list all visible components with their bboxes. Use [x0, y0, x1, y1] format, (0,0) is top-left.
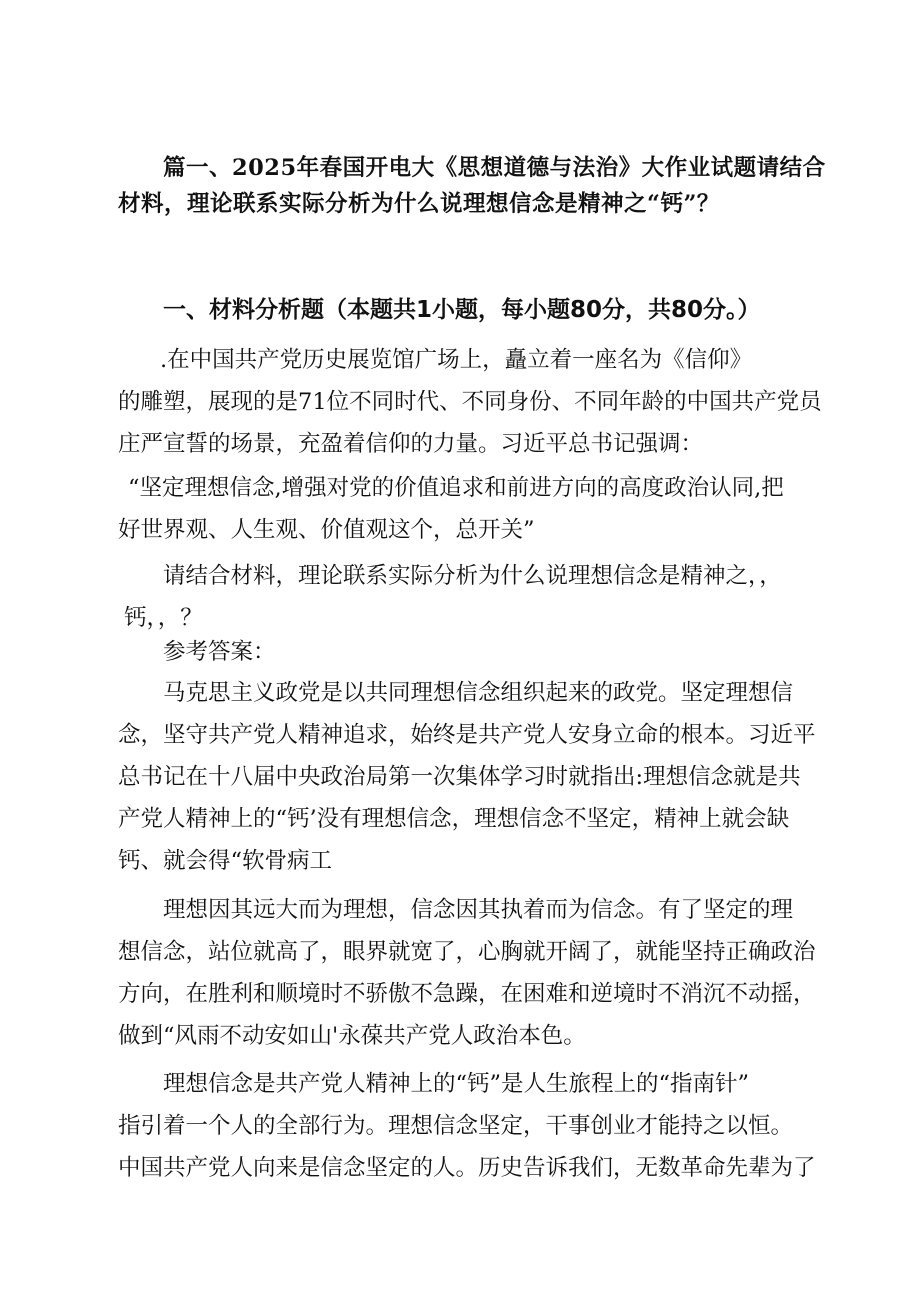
title-line-2: 材料，理论联系实际分析为什么说理想信念是精神之“钙”？: [118, 191, 720, 217]
material-line-2: 的雕塑，展现的是71位不同时代、不同身份、不同年龄的中国共产党员: [118, 389, 822, 415]
answer-p1-line-4: 产党人精神上的“钙’没有理想信念，理想信念不坚定，精神上就会缺: [118, 806, 790, 832]
material-line-1: .在中国共产党历史展览馆广场上，矗立着一座名为《信仰》: [160, 347, 753, 373]
section-heading: 一、材料分析题（本题共1小题，每小题80分，共80分。）: [163, 297, 761, 323]
answer-p3-line-2: 指引着一个人的全部行为。理想信念坚定，干事创业才能持之以恒。: [118, 1113, 794, 1139]
answer-p2-line-4: 做到“风雨不动安如山'永葆共产党人政治本色。: [118, 1023, 586, 1049]
answer-p2-line-3: 方向，在胜利和顺境时不骄傲不急躁，在困难和逆境时不消沉不动摇，: [118, 981, 816, 1007]
answer-p1-line-3: 总书记在十八届中央政治局第一次集体学习时就指出:理想信念就是共: [118, 764, 801, 790]
answer-label: 参考答案：: [163, 639, 276, 665]
document-title: [118, 150, 838, 222]
answer-p2-line-2: 想信念，站位就高了，眼界就宽了，心胸就开阔了，就能坚持正确政治: [118, 939, 816, 965]
answer-p3-line-1: 理想信念是共产党人精神上的“钙”是人生旅程上的“指南针”: [163, 1071, 750, 1097]
material-line-4: “坚定理想信念,增强对党的价值追求和前进方向的高度政治认同,把: [128, 475, 784, 501]
material-line-5: 好世界观、人生观、价值观这个，总开关”: [118, 517, 535, 543]
answer-p1-line-2: 念，坚守共产党人精神追求，始终是共产党人安身立命的根本。习近平: [118, 722, 816, 748]
title-line-1: 篇一、2025年春国开电大《思想道德与法治》大作业试题请结合: [163, 155, 826, 181]
answer-p2-line-1: 理想因其远大而为理想，信念因其执着而为信念。有了坚定的理: [163, 897, 794, 923]
material-line-3: 庄严宣誓的场景，充盈着信仰的力量。习近平总书记强调：: [118, 431, 704, 457]
question-line-2: 钙，，？: [124, 605, 203, 631]
answer-p3-line-3: 中国共产党人向来是信念坚定的人。历史告诉我们，无数革命先辈为了: [118, 1155, 816, 1181]
answer-p1-line-5: 钙、就会得“软骨病工: [118, 848, 333, 874]
question-line-1: 请结合材料，理论联系实际分析为什么说理想信念是精神之，，: [163, 563, 782, 589]
answer-p1-line-1: 马克思主义政党是以共同理想信念组织起来的政党。坚定理想信: [163, 680, 794, 706]
